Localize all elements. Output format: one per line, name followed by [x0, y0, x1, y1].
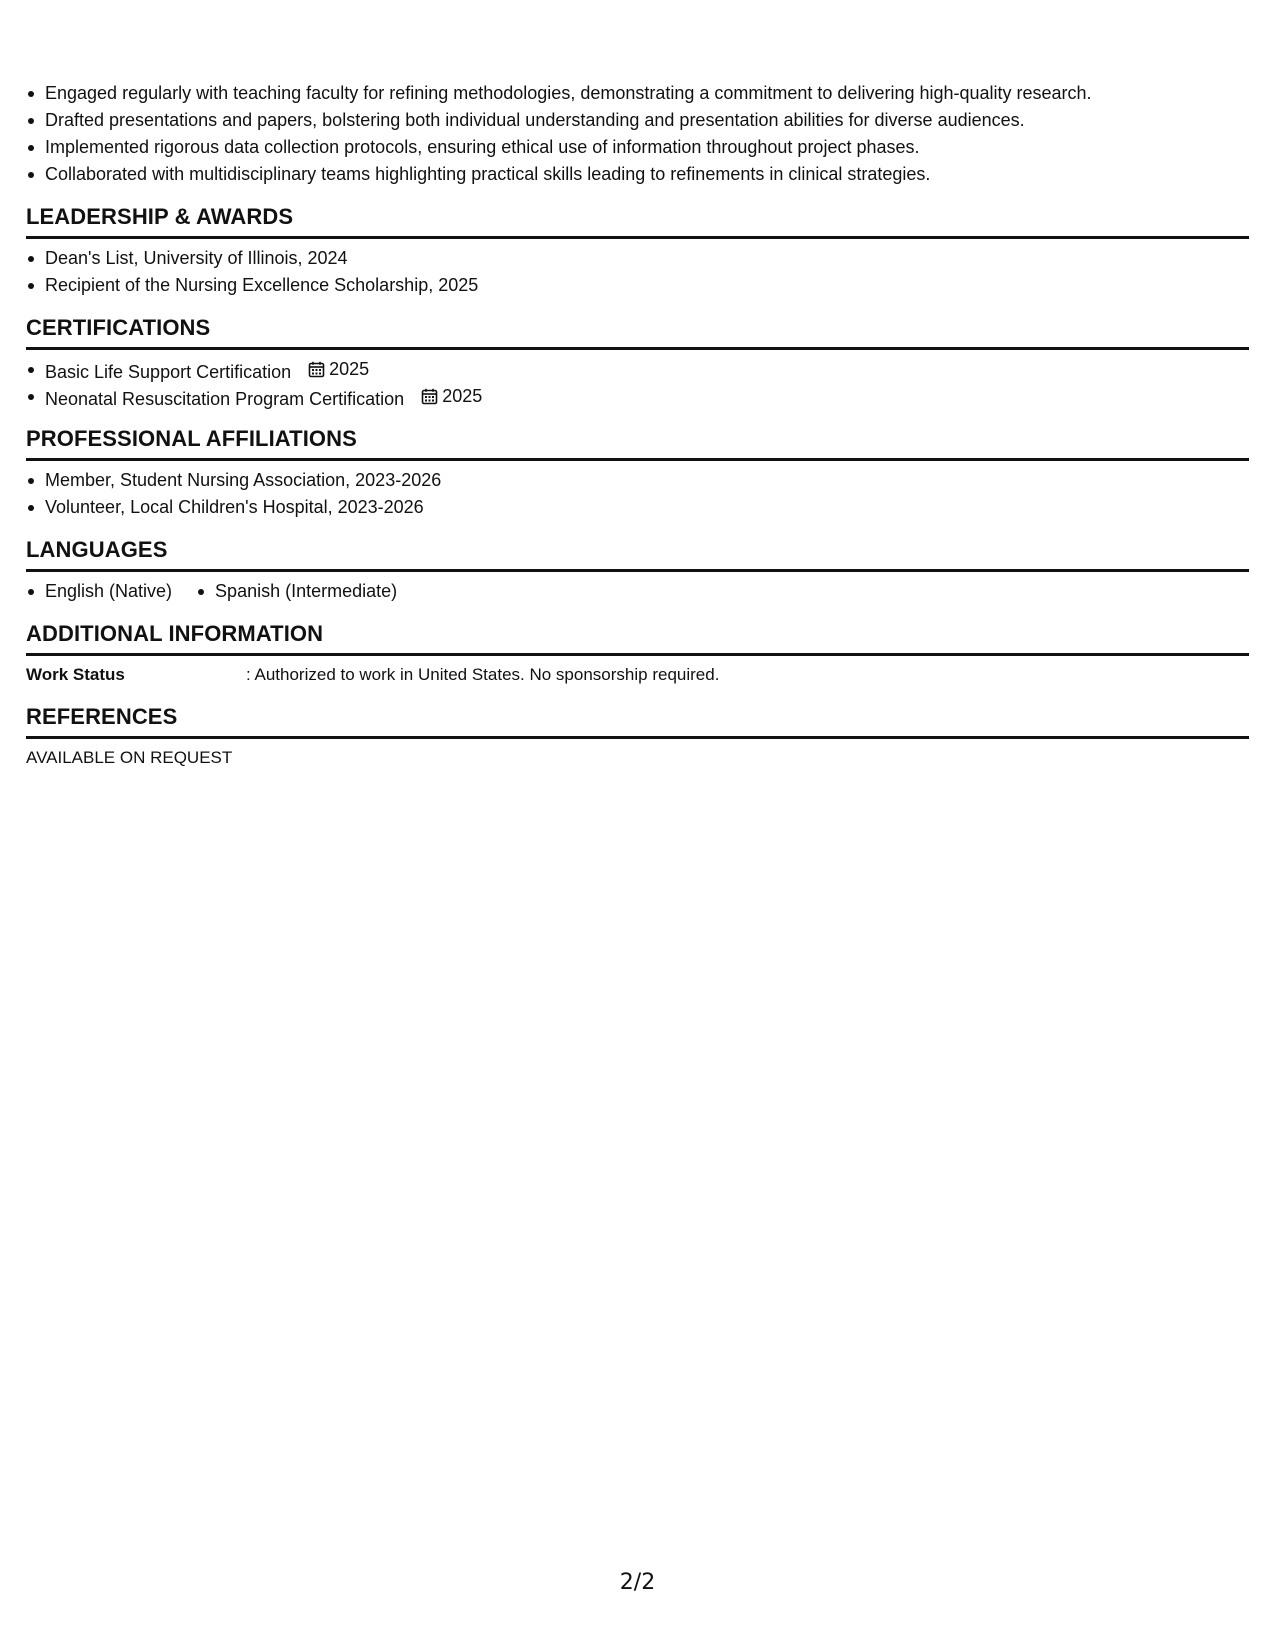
affiliation-item: Member, Student Nursing Association, 2023-2026 [26, 467, 1249, 494]
additional-info-heading: ADDITIONAL INFORMATION [26, 619, 1249, 656]
certification-date [421, 383, 482, 410]
languages-list [26, 572, 1249, 605]
language-item: Spanish (Intermediate) [196, 578, 397, 605]
leadership-item: Recipient of the Nursing Excellence Scholarship, 2025 [26, 272, 1249, 299]
affiliation-item: Volunteer, Local Children's Hospital, 2023-2026 [26, 494, 1249, 521]
references-heading: REFERENCES [26, 702, 1249, 739]
certifications-list [26, 350, 1249, 410]
references-section [26, 702, 1249, 771]
experience-bullet: Engaged regularly with teaching faculty for refining methodologies, demonstrating a commitment to delivering high-quality research. [26, 80, 1249, 107]
certification-year: 2025 [329, 359, 370, 379]
affiliations-heading: PROFESSIONAL AFFILIATIONS [26, 424, 1249, 461]
certification-name: Neonatal Resuscitation Program Certification [45, 389, 405, 409]
experience-bullet: Drafted presentations and papers, bolstering both individual understanding and presentation abilities for diverse audiences. [26, 107, 1249, 134]
certifications-section [26, 313, 1249, 410]
languages-heading: LANGUAGES [26, 535, 1249, 572]
certification-item [26, 383, 1249, 410]
work-status-label: Work Status [26, 665, 125, 684]
leadership-heading: LEADERSHIP & AWARDS [26, 202, 1249, 239]
leadership-section [26, 202, 1249, 299]
leadership-item: Dean's List, University of Illinois, 2024 [26, 245, 1249, 272]
affiliations-section [26, 424, 1249, 521]
experience-bullet-list [26, 80, 1249, 188]
calendar-icon [421, 388, 438, 405]
work-status-row [26, 656, 1249, 688]
references-text: AVAILABLE ON REQUEST [26, 748, 233, 767]
resume-page [26, 80, 1249, 771]
language-item: English (Native) [26, 578, 172, 605]
leadership-list [26, 239, 1249, 299]
certification-year: 2025 [442, 386, 483, 406]
affiliations-list [26, 461, 1249, 521]
certifications-heading: CERTIFICATIONS [26, 313, 1249, 350]
additional-info-section [26, 619, 1249, 688]
page-number: 2/2 [619, 1570, 656, 1595]
certification-name: Basic Life Support Certification [45, 362, 292, 382]
certification-date [308, 356, 369, 383]
calendar-icon [308, 361, 325, 378]
languages-section [26, 535, 1249, 605]
work-status-value: : Authorized to work in United States. No sponsorship required. [246, 665, 720, 684]
certification-item [26, 356, 1249, 383]
experience-bullet: Collaborated with multidisciplinary teams highlighting practical skills leading to refinements in clinical strategies. [26, 161, 1249, 188]
experience-bullet: Implemented rigorous data collection protocols, ensuring ethical use of information throughout project phases. [26, 134, 1249, 161]
